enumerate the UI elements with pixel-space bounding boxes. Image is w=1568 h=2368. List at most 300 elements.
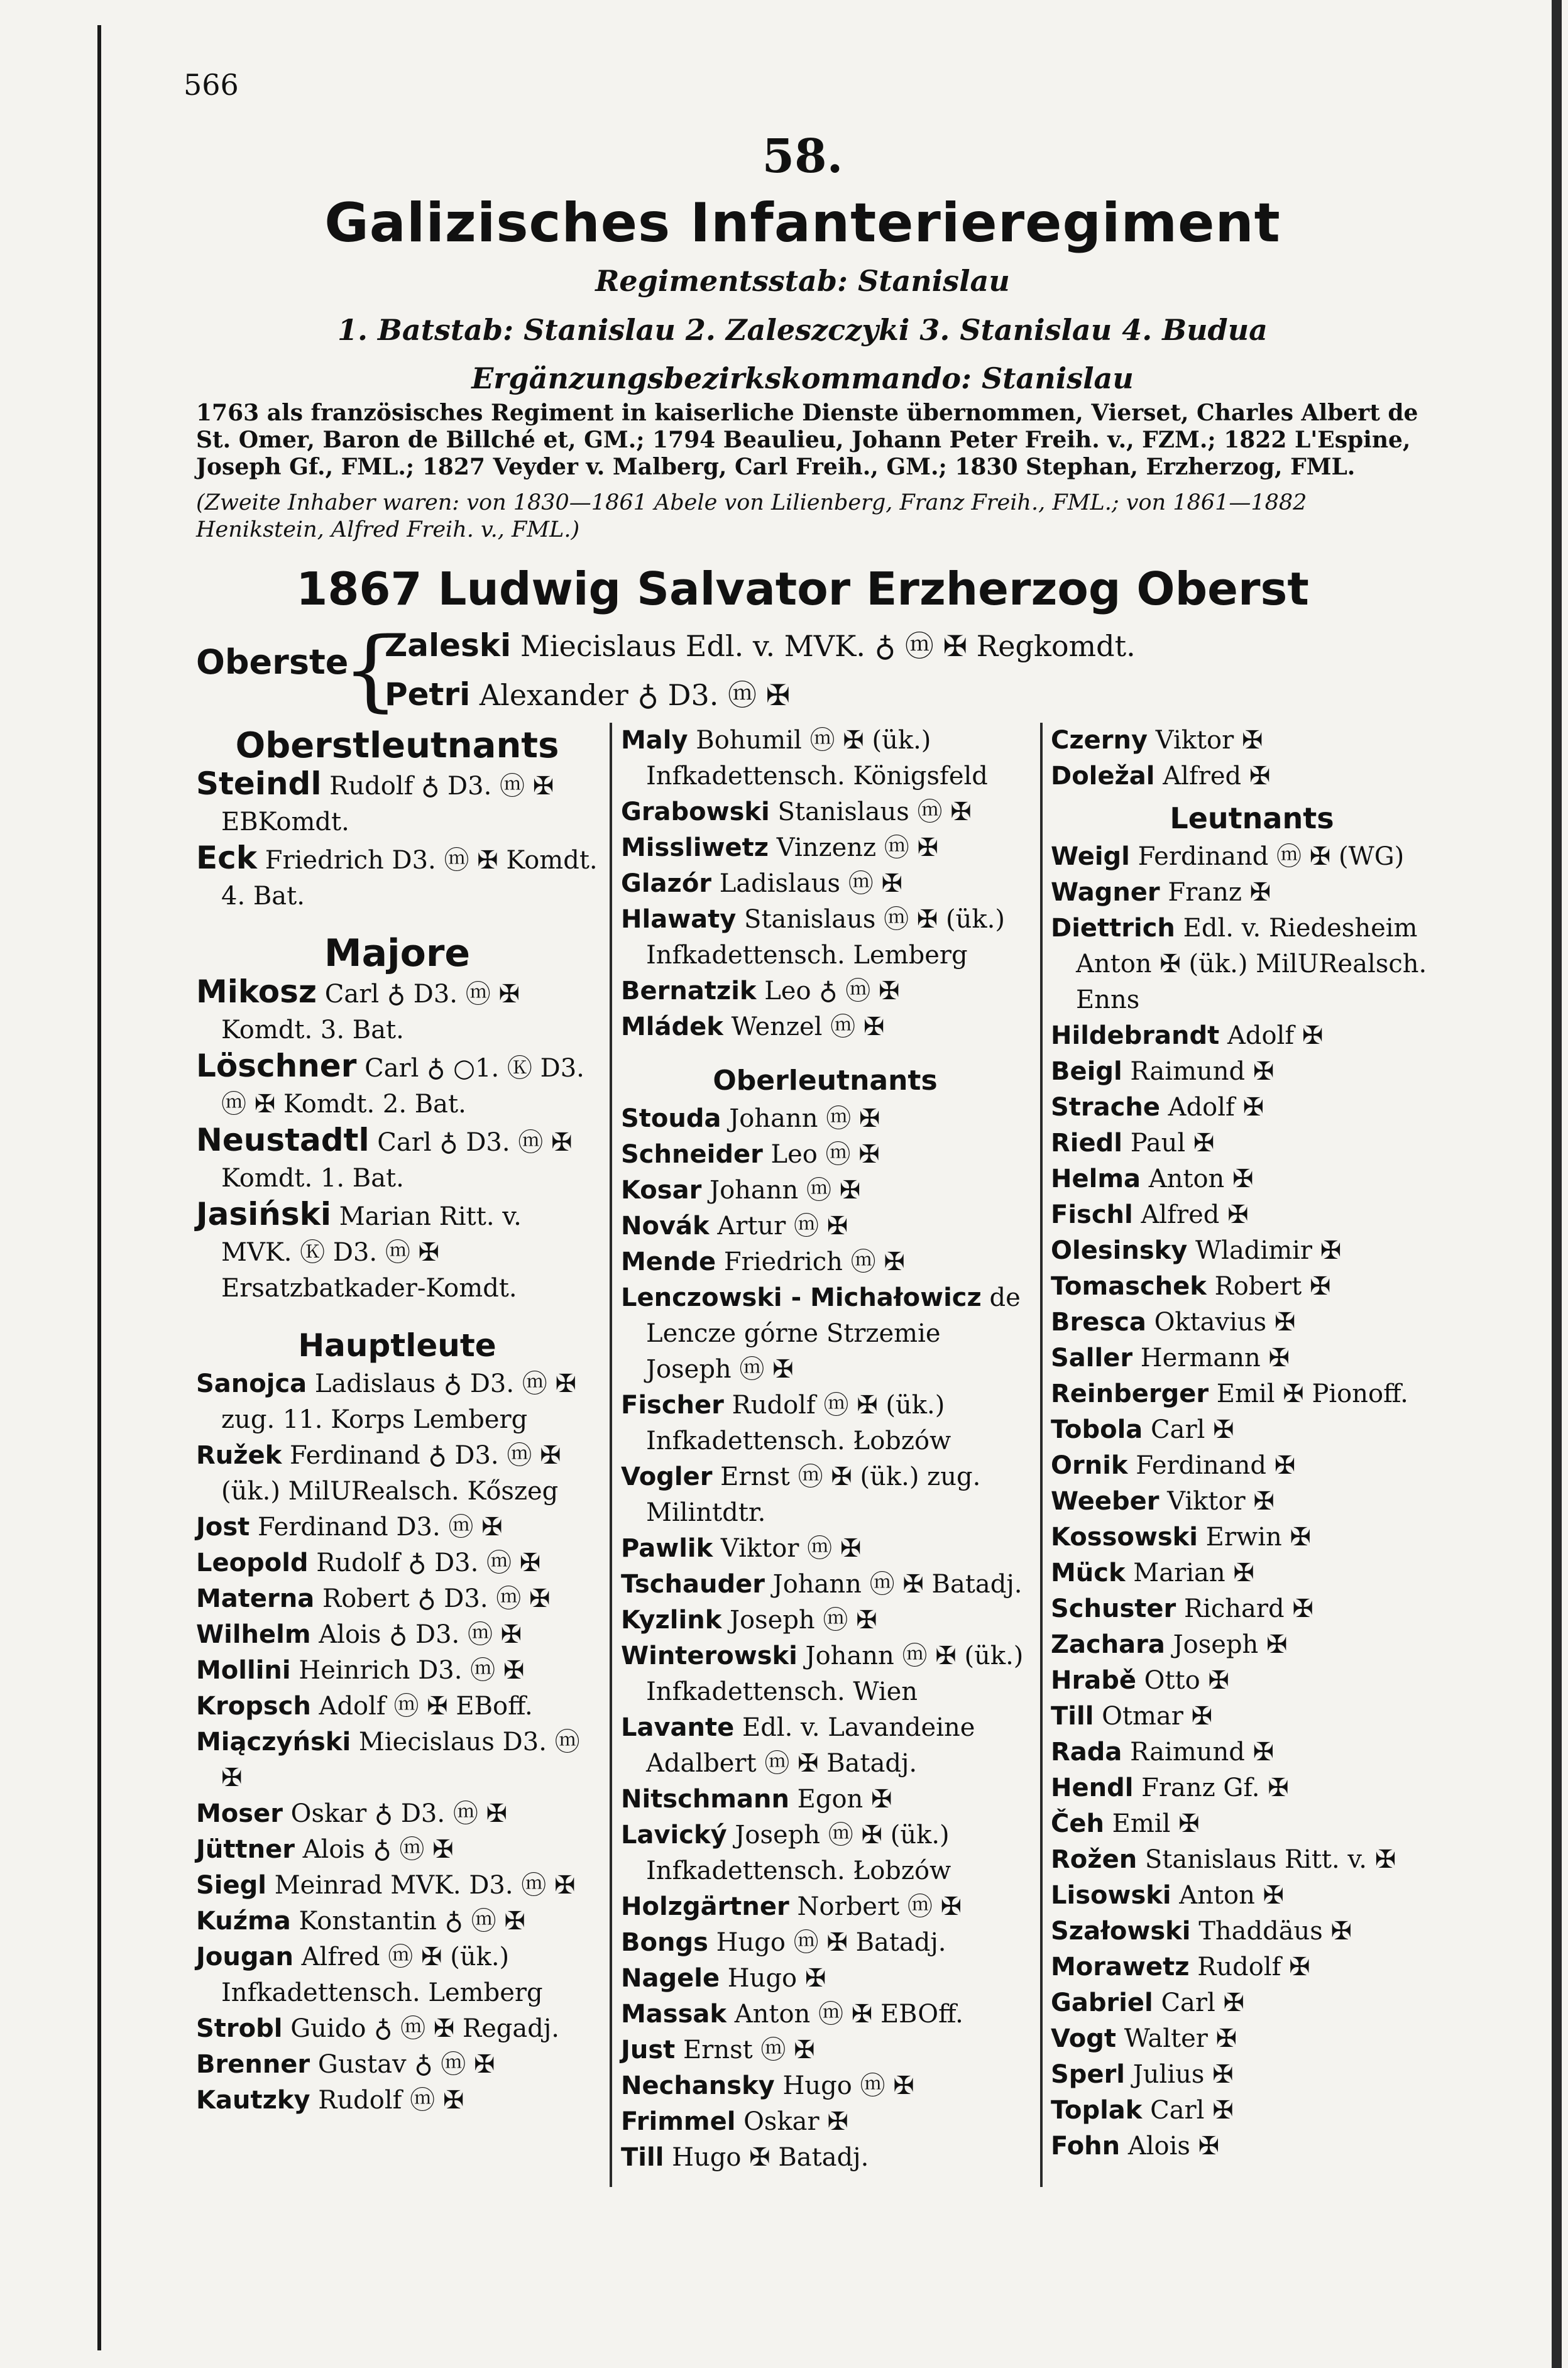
officer-name: Weigl: [1051, 842, 1130, 871]
rank-heading: Leutnants: [1170, 801, 1334, 835]
officer-entry: [1051, 2129, 1453, 2164]
officer-entry: [1051, 1233, 1453, 1269]
officer-details: Viktor ✠: [1148, 726, 1263, 755]
officer-name: Massak: [621, 2000, 727, 2029]
officer-entry: [196, 1724, 598, 1796]
officer-entry: [1051, 759, 1453, 794]
officer-entry: [621, 1209, 1029, 1244]
second-owners: (Zweite Inhaber waren: von 1830—1861 Abele von Lilienberg, Franz Freih., FML.; von 1861—1882 Henikstein, Alfred Freih. v., FML.): [196, 490, 1307, 542]
page-edge-left: [97, 25, 101, 2350]
officer-details: Ferdinand ✠: [1127, 1451, 1296, 1480]
officer-entry: [621, 2140, 1029, 2176]
officer-entry: [196, 974, 598, 1048]
officer-entry: [196, 1868, 598, 1904]
batstab: 1. Batstab: Stanislau 2. Zaleszczyki 3. Stanislau 4. Budua: [337, 313, 1268, 347]
officer-entry: [1051, 1806, 1453, 1842]
rank-heading: Oberstleutnants: [235, 725, 559, 766]
officer-details: Johann ⓜ ✠: [721, 1104, 880, 1133]
officer-details: Richard ✠: [1176, 1594, 1313, 1623]
officer-details: Adolf ✠: [1160, 1093, 1264, 1122]
officer-entry: [1051, 1269, 1453, 1305]
officer-name: Szałowski: [1051, 1917, 1191, 1946]
officer-name: Hrabě: [1051, 1666, 1136, 1695]
officer-name: Strobl: [196, 2014, 283, 2043]
officer-entry: [621, 1782, 1029, 1817]
officer-entry: [1051, 2093, 1453, 2129]
officer-name: Jost: [196, 1513, 250, 1542]
officer-name: Leopold: [196, 1549, 309, 1577]
officer-name: Czerny: [1051, 726, 1148, 755]
officer-name: Nechansky: [621, 2071, 775, 2100]
officer-name: Maly: [621, 726, 688, 755]
officer-name: Kyzlink: [621, 1606, 722, 1635]
officer-name: Rožen: [1051, 1845, 1138, 1874]
officer-entry: [621, 1531, 1029, 1567]
officer-entry: [621, 2068, 1029, 2104]
officer-entry: [1051, 1699, 1453, 1735]
officer-name: Glazór: [621, 869, 712, 898]
officer-entry: [196, 1904, 598, 1939]
officer-name: Jüttner: [196, 1835, 295, 1864]
officer-details: Franz ✠: [1160, 878, 1271, 907]
officer-details: Rudolf ♁ D3. ⓜ ✠: [308, 1549, 541, 1577]
officer-name: Holzgärtner: [621, 1892, 789, 1921]
officer-name: Novák: [621, 1212, 710, 1241]
officer-entry: [621, 1567, 1029, 1603]
officer-details: Carl ✠: [1143, 1415, 1234, 1444]
officer-entry: [1051, 911, 1453, 1018]
officer-entry: [1051, 723, 1453, 759]
officer-entry: [1051, 1555, 1453, 1591]
officer-entry: [1051, 1448, 1453, 1484]
officer-details: Hugo ✠ Batadj.: [664, 2143, 869, 2172]
officer-name: Kosar: [621, 1176, 702, 1205]
officer-entry: [196, 1366, 598, 1438]
officer-details: Edl. v. Riedesheim Anton ✠ (ük.) MilURealsch. Enns: [1076, 914, 1427, 1014]
officer-name: Schuster: [1051, 1594, 1176, 1623]
officer-name: Wagner: [1051, 878, 1160, 907]
officer-details: Alois ♁ ⓜ ✠: [294, 1835, 454, 1864]
officer-name: Vogler: [621, 1462, 713, 1491]
officer-details: Ferdinand D3. ⓜ ✠: [249, 1513, 503, 1542]
officer-entry: [1051, 1412, 1453, 1448]
officer-details: Oskar ♁ D3. ⓜ ✠: [282, 1799, 508, 1828]
officer-details: Carl ✠: [1142, 2096, 1234, 2125]
officer-name: Strache: [1051, 1093, 1160, 1122]
officer-details: Ladislaus ⓜ ✠: [711, 869, 902, 898]
officer-entry: [1051, 1090, 1453, 1126]
officer-name: Ružek: [196, 1441, 282, 1470]
history-block: [196, 400, 1428, 544]
officer-entry: [196, 1796, 598, 1832]
officer-entry: [621, 1889, 1029, 1925]
officer-details: Friedrich D3. ⓜ ✠ Komdt. 4. Bat.: [221, 846, 598, 911]
officer-details: Oskar ✠: [735, 2107, 848, 2136]
officer-name: Rada: [1051, 1738, 1122, 1767]
officer-details: Hermann ✠: [1132, 1344, 1290, 1373]
officer-entry: [1051, 1305, 1453, 1340]
officer-details: Erwin ✠: [1197, 1523, 1312, 1552]
officer-name: Nagele: [621, 1964, 720, 1993]
officer-entry: [1051, 1985, 1453, 2021]
officer-name: Kautzky: [196, 2086, 310, 2115]
officer-details: Paul ✠: [1122, 1129, 1215, 1158]
section-number: 58.: [762, 129, 843, 184]
oberst-details: Alexander ♁ D3. ⓜ ✠: [479, 678, 791, 712]
officer-entry: [1051, 1018, 1453, 1054]
rank-heading: Hauptleute: [298, 1327, 496, 1364]
officer-details: Vinzenz ⓜ ✠: [769, 833, 939, 862]
officer-name: Lenczowski - Michałowicz: [621, 1283, 982, 1312]
officer-details: Robert ✠: [1206, 1272, 1331, 1301]
officer-name: Tobola: [1051, 1415, 1143, 1444]
officer-entry: [621, 794, 1029, 830]
officer-entry: [1051, 1520, 1453, 1555]
officer-details: Otto ✠: [1136, 1666, 1229, 1695]
officer-entry: [196, 766, 598, 840]
oberst-name: Zaleski: [385, 627, 512, 664]
officer-entry: [196, 1689, 598, 1724]
officer-entry: [1051, 1627, 1453, 1663]
officer-details: Stanislaus ⓜ ✠ (ük.) Infkadettensch. Lemberg: [646, 905, 1005, 970]
officer-details: Miecislaus D3. ⓜ ✠: [221, 1728, 580, 1792]
officer-entry: [1051, 1376, 1453, 1412]
column-divider: [610, 723, 612, 2187]
oberst-entry: [385, 623, 1136, 665]
officer-details: Bohumil ⓜ ✠ (ük.) Infkadettensch. Königsfeld: [646, 726, 988, 791]
officer-details: Ferdinand ⓜ ✠ (WG): [1129, 842, 1405, 871]
officer-details: Rudolf ⓜ ✠: [310, 2086, 464, 2115]
officer-details: Alfred ✠: [1132, 1200, 1249, 1229]
officer-entry: [196, 1438, 598, 1510]
officer-details: Alois ✠: [1120, 2132, 1220, 2161]
officer-entry: [196, 1653, 598, 1689]
oberst-name: Petri: [385, 676, 471, 713]
officer-name: Kropsch: [196, 1692, 311, 1721]
officer-name: Zachara: [1051, 1630, 1165, 1659]
officer-entry: [196, 1122, 598, 1197]
officer-details: Marian Ritt. v. MVK. Ⓚ D3. ⓜ ✠ Ersatzbatkader-Komdt.: [221, 1202, 522, 1303]
officer-details: Franz Gf. ✠: [1133, 1773, 1289, 1802]
officer-name: Jougan: [196, 1943, 293, 1971]
officer-details: Ernst ⓜ ✠: [675, 2036, 815, 2064]
officer-entry: [1051, 1949, 1453, 1985]
officer-entry: [621, 1280, 1029, 1388]
officer-name: Just: [621, 2036, 676, 2064]
officer-entry: [621, 830, 1029, 866]
officer-details: Ernst ⓜ ✠ (ük.) zug. Milintdtr.: [646, 1462, 981, 1527]
officer-details: Johann ⓜ ✠ Batadj.: [764, 1570, 1022, 1599]
officer-entry: [196, 1832, 598, 1868]
officer-entry: [1051, 1161, 1453, 1197]
officer-details: Emil ✠: [1104, 1809, 1200, 1838]
officer-entry: [621, 973, 1029, 1009]
officer-details: Thaddäus ✠: [1190, 1917, 1352, 1946]
officer-name: Steindl: [196, 765, 322, 802]
officer-name: Weeber: [1051, 1487, 1160, 1516]
officer-details: Marian ✠: [1125, 1559, 1254, 1587]
officer-name: Olesinsky: [1051, 1236, 1188, 1265]
oberst-details: Miecislaus Edl. v. MVK. ♁ ⓜ ✠ Regkomdt.: [520, 629, 1136, 663]
officer-name: Wilhelm: [196, 1620, 311, 1649]
officer-entry: [1051, 839, 1453, 875]
officer-entry: [621, 2104, 1029, 2140]
officer-name: Ornik: [1051, 1451, 1128, 1480]
officer-details: Hugo ✠: [720, 1964, 826, 1993]
officer-details: Konstantin ♁ ⓜ ✠: [290, 1907, 525, 1936]
officer-entry: [621, 1009, 1029, 1045]
officer-details: Joseph ⓜ ✠: [721, 1606, 877, 1635]
officer-name: Beigl: [1051, 1057, 1122, 1086]
officer-details: Joseph ⓜ ✠ (ük.) Infkadettensch. Łobzów: [646, 1821, 951, 1885]
officer-entry: [1051, 1914, 1453, 1949]
officer-details: Carl ♁ D3. ⓜ ✠ Komdt. 1. Bat.: [221, 1128, 573, 1193]
officer-name: Bongs: [621, 1928, 708, 1957]
officer-details: Anton ✠: [1171, 1881, 1285, 1910]
oberst-entry: [385, 672, 790, 714]
officer-details: Wenzel ⓜ ✠: [723, 1012, 885, 1041]
officer-details: Leo ⓜ ✠: [762, 1140, 880, 1169]
rank-heading: Majore: [324, 931, 471, 975]
officer-name: Moser: [196, 1799, 283, 1828]
officer-details: Friedrich ⓜ ✠: [716, 1247, 905, 1276]
officer-name: Riedl: [1051, 1129, 1122, 1158]
page-number: 566: [184, 68, 239, 102]
oberste-label: Oberste: [196, 642, 349, 682]
officer-details: Leo ♁ ⓜ ✠: [756, 977, 900, 1006]
page-edge-right: [1552, 0, 1562, 2368]
officer-name: Lavický: [621, 1821, 727, 1850]
officer-entry: [1051, 2021, 1453, 2057]
officer-details: Julius ✠: [1125, 2060, 1234, 2089]
officer-details: Heinrich D3. ⓜ ✠: [290, 1656, 525, 1685]
officer-entry: [621, 1961, 1029, 1997]
officer-details: Guido ♁ ⓜ ✠ Regadj.: [282, 2014, 559, 2043]
officer-entry: [196, 2011, 598, 2047]
officer-details: Artur ⓜ ✠: [709, 1212, 848, 1241]
officer-name: Bresca: [1051, 1308, 1146, 1337]
officer-details: Adolf ⓜ ✠ EBoff.: [310, 1692, 533, 1721]
officer-name: Fohn: [1051, 2132, 1121, 2161]
officer-entry: [196, 1545, 598, 1581]
officer-details: Johann ⓜ ✠: [701, 1176, 861, 1205]
officer-name: Saller: [1051, 1344, 1133, 1373]
officer-details: Hugo ⓜ ✠: [774, 2071, 914, 2100]
officer-details: Ladislaus ♁ D3. ⓜ ✠ zug. 11. Korps Lemberg: [221, 1369, 576, 1434]
officer-name: Hlawaty: [621, 905, 737, 934]
officer-details: Anton ⓜ ✠ EBOff.: [726, 2000, 963, 2029]
officer-entry: [621, 1137, 1029, 1173]
officer-entry: [621, 1244, 1029, 1280]
officer-details: Walter ✠: [1116, 2024, 1237, 2053]
officer-details: Emil ✠ Pionoff.: [1209, 1379, 1408, 1408]
officer-entry: [196, 2083, 598, 2119]
officer-details: Stanislaus ⓜ ✠: [769, 798, 972, 826]
officer-details: Viktor ⓜ ✠: [713, 1534, 862, 1563]
officer-name: Helma: [1051, 1165, 1141, 1193]
officer-entry: [621, 1925, 1029, 1961]
officer-entry: [621, 2032, 1029, 2068]
officer-details: Carl ✠: [1153, 1988, 1245, 2017]
officer-entry: [621, 1817, 1029, 1889]
officer-name: Mikosz: [196, 973, 317, 1010]
officer-name: Siegl: [196, 1871, 266, 1900]
ergaenzung: Ergänzungsbezirkskommando: Stanislau: [471, 361, 1134, 395]
officer-entry: [621, 1459, 1029, 1531]
brace: {: [343, 619, 399, 721]
officer-entry: [1051, 875, 1453, 911]
officer-entry: [1051, 1126, 1453, 1161]
officer-name: Toplak: [1051, 2096, 1143, 2125]
officer-details: Wladimir ✠: [1187, 1236, 1342, 1265]
rank-heading: Oberleutnants: [713, 1065, 938, 1097]
officer-entry: [1051, 1842, 1453, 1878]
officer-name: Hildebrandt: [1051, 1021, 1220, 1050]
officer-details: Raimund ✠: [1122, 1057, 1275, 1086]
officer-entry: [196, 1617, 598, 1653]
officer-name: Till: [1051, 1702, 1094, 1731]
officer-name: Tomaschek: [1051, 1272, 1207, 1301]
officer-details: Viktor ✠: [1159, 1487, 1275, 1516]
officer-entry: [1051, 1340, 1453, 1376]
officer-name: Missliwetz: [621, 833, 769, 862]
officer-details: Ferdinand ♁ D3. ⓜ ✠ (ük.) MilURealsch. Kőszeg: [221, 1441, 561, 1506]
officer-name: Vogt: [1051, 2024, 1117, 2053]
officer-name: Sanojca: [196, 1369, 307, 1398]
officer-name: Brenner: [196, 2050, 310, 2079]
officer-details: Rudolf ♁ D3. ⓜ ✠ EBKomdt.: [221, 772, 554, 836]
officer-details: Meinrad MVK. D3. ⓜ ✠: [266, 1871, 576, 1900]
officer-name: Eck: [196, 840, 258, 876]
officer-name: Neustadtl: [196, 1122, 370, 1158]
officer-name: Grabowski: [621, 798, 770, 826]
officer-entry: [196, 1048, 598, 1122]
officer-details: Anton ✠: [1141, 1165, 1254, 1193]
officer-entry: [621, 1173, 1029, 1209]
officer-details: Edl. v. Lavandeine Adalbert ⓜ ✠ Batadj.: [646, 1713, 975, 1778]
officer-details: Johann ⓜ ✠ (ük.) Infkadettensch. Wien: [646, 1642, 1024, 1706]
officer-name: Tschauder: [621, 1570, 765, 1599]
officer-details: Alois ♁ D3. ⓜ ✠: [310, 1620, 522, 1649]
officer-name: Winterowski: [621, 1642, 798, 1670]
officer-entry: [1051, 1663, 1453, 1699]
officer-entry: [196, 1197, 598, 1307]
officer-details: Oktavius ✠: [1146, 1308, 1296, 1337]
officer-name: Fischl: [1051, 1200, 1133, 1229]
officer-name: Čeh: [1051, 1809, 1104, 1838]
officer-details: Norbert ⓜ ✠: [789, 1892, 962, 1921]
officer-entry: [196, 2047, 598, 2083]
officer-details: Carl ♁ D3. ⓜ ✠ Komdt. 3. Bat.: [221, 980, 520, 1044]
officer-details: Stanislaus Ritt. v. ✠: [1137, 1845, 1396, 1874]
officer-name: Reinberger: [1051, 1379, 1209, 1408]
officer-name: Mende: [621, 1247, 716, 1276]
officer-name: Pawlik: [621, 1534, 713, 1563]
officer-details: Alfred ⓜ ✠ (ük.) Infkadettensch. Lemberg: [221, 1943, 543, 2007]
column-middle: [621, 723, 1029, 2176]
officer-name: Hendl: [1051, 1773, 1134, 1802]
officer-name: Bernatzik: [621, 977, 757, 1006]
column-left: [196, 723, 598, 2119]
officer-entry: [196, 1939, 598, 2011]
regiment-owner: 1867 Ludwig Salvator Erzherzog Oberst: [296, 562, 1309, 615]
officer-entry: [621, 866, 1029, 902]
officer-entry: [621, 1638, 1029, 1710]
officer-details: Rudolf ⓜ ✠ (ük.) Infkadettensch. Łobzów: [646, 1391, 951, 1455]
officer-entry: [1051, 2057, 1453, 2093]
officer-name: Kuźma: [196, 1907, 291, 1936]
officer-entry: [621, 723, 1029, 794]
officer-name: Materna: [196, 1584, 315, 1613]
officer-entry: [1051, 1878, 1453, 1914]
officer-entry: [196, 1510, 598, 1545]
officer-name: Till: [621, 2143, 664, 2172]
officer-details: Carl ♁ ○1. Ⓚ D3. ⓜ ✠ Komdt. 2. Bat.: [221, 1054, 584, 1119]
officer-name: Lavante: [621, 1713, 735, 1742]
officer-entry: [621, 1710, 1029, 1782]
officer-details: Hugo ⓜ ✠ Batadj.: [708, 1928, 946, 1957]
officer-name: Schneider: [621, 1140, 763, 1169]
officer-name: Miączyński: [196, 1728, 351, 1757]
officer-details: Gustav ♁ ⓜ ✠: [310, 2050, 495, 2079]
officer-name: Stouda: [621, 1104, 721, 1133]
officer-details: Robert ♁ D3. ⓜ ✠: [314, 1584, 551, 1613]
officer-details: Adolf ✠: [1219, 1021, 1324, 1050]
officer-name: Diettrich: [1051, 914, 1175, 943]
officer-name: Frimmel: [621, 2107, 736, 2136]
officer-name: Sperl: [1051, 2060, 1126, 2089]
officer-name: Kossowski: [1051, 1523, 1198, 1552]
officer-entry: [1051, 1197, 1453, 1233]
officer-name: Mollini: [196, 1656, 291, 1685]
officer-entry: [1051, 1054, 1453, 1090]
officer-name: Jasiński: [196, 1196, 331, 1232]
officer-entry: [1051, 1591, 1453, 1627]
officer-entry: [621, 902, 1029, 973]
officer-entry: [621, 1603, 1029, 1638]
officer-entry: [621, 1101, 1029, 1137]
officer-name: Gabriel: [1051, 1988, 1153, 2017]
officer-details: Raimund ✠: [1122, 1738, 1275, 1767]
officer-name: Morawetz: [1051, 1953, 1190, 1982]
officer-name: Mládek: [621, 1012, 723, 1041]
officer-entry: [196, 1581, 598, 1617]
officer-entry: [621, 1388, 1029, 1459]
officer-details: Egon ✠: [789, 1785, 892, 1814]
page-title: Galizisches Infanterieregiment: [324, 192, 1281, 255]
officer-details: Otmar ✠: [1094, 1702, 1213, 1731]
history-text: 1763 als französisches Regiment in kaiserliche Dienste übernommen, Vierset, Charles Albert de St. Omer, Baron de Billché et, GM.; 1794 Beaulieu, Johann Peter Freih. v., FZM.; 1822 L'Espine, Joseph Gf., FML.; 1827 Veyder v. Malberg, Carl Freih., GM.; 1830 Stephan, Erzherzog, FML.: [196, 400, 1418, 480]
officer-name: Nitschmann: [621, 1785, 789, 1814]
column-divider: [1040, 723, 1043, 2187]
officer-name: Löschner: [196, 1048, 357, 1084]
column-right: [1051, 723, 1453, 2164]
officer-details: Rudolf ✠: [1189, 1953, 1310, 1982]
officer-entry: [196, 840, 598, 914]
officer-entry: [1051, 1770, 1453, 1806]
officer-entry: [1051, 1484, 1453, 1520]
officer-entry: [621, 1997, 1029, 2032]
officer-name: Lisowski: [1051, 1881, 1171, 1910]
officer-name: Mück: [1051, 1559, 1126, 1587]
regimentsstab: Regimentsstab: Stanislau: [595, 264, 1010, 298]
officer-name: Doležal: [1051, 762, 1155, 791]
officer-details: de Lencze górne Strzemie Joseph ⓜ ✠: [646, 1283, 1021, 1384]
officer-details: Alfred ✠: [1154, 762, 1271, 791]
officer-name: Fischer: [621, 1391, 724, 1420]
officer-entry: [1051, 1735, 1453, 1770]
officer-details: Joseph ✠: [1165, 1630, 1288, 1659]
